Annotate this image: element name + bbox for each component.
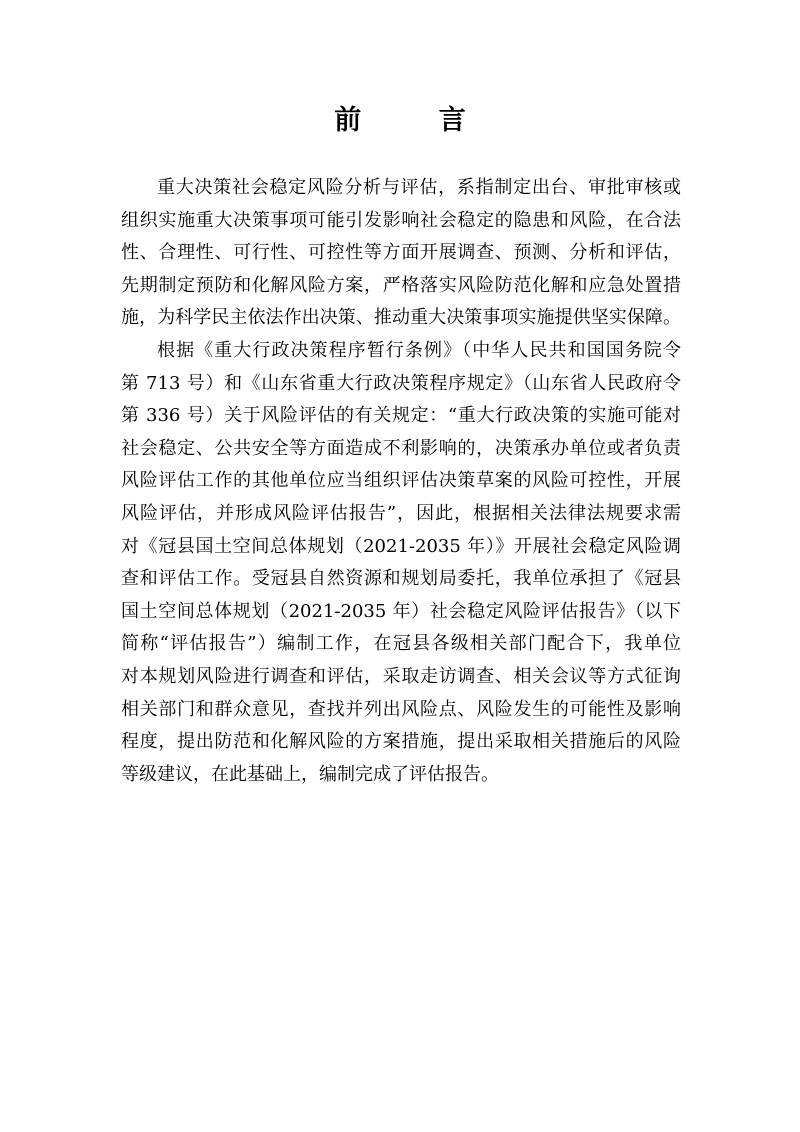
text-line: 组织实施重大决策事项可能引发影响社会稳定的隐患和风险，在合法 — [121, 209, 681, 231]
text-line: 第 713 号）和《山东省重大行政决策程序规定》（山东省人民政府令 — [121, 372, 681, 394]
text-line: 风险评估，并形成风险评估报告”，因此，根据相关法律法规要求需 — [121, 502, 681, 524]
text-line: 简称“评估报告”）编制工作，在冠县各级相关部门配合下，我单位 — [121, 633, 681, 655]
text-line: 风险评估工作的其他单位应当组织评估决策草案的风险可控性，开展 — [121, 470, 681, 492]
text-line: 根据《重大行政决策程序暂行条例》（中华人民共和国国务院令 — [157, 339, 681, 361]
text-line: 对本规划风险进行调查和评估，采取走访调查、相关会议等方式征询 — [121, 665, 681, 687]
page-title: 前 言 — [334, 105, 500, 136]
text-line: 社会稳定、公共安全等方面造成不利影响的，决策承办单位或者负责 — [121, 437, 681, 459]
text-line: 先期制定预防和化解风险方案，严格落实风险防范化解和应急处置措 — [121, 274, 681, 296]
text-line: 施，为科学民主依法作出决策、推动重大决策事项实施提供坚实保障。 — [121, 307, 681, 329]
text-line: 国土空间总体规划（2021-2035 年）社会稳定风险评估报告》（以下 — [121, 600, 681, 622]
preface-body — [121, 178, 681, 797]
text-line: 查和评估工作。受冠县自然资源和规划局委托，我单位承担了《冠县 — [121, 568, 681, 590]
text-line: 相关部门和群众意见，查找并列出风险点、风险发生的可能性及影响 — [121, 698, 681, 720]
text-line: 性、合理性、可行性、可控性等方面开展调查、预测、分析和评估， — [121, 242, 681, 264]
text-line: 重大决策社会稳定风险分析与评估，系指制定出台、审批审核或 — [157, 177, 681, 198]
text-line: 等级建议，在此基础上，编制完成了评估报告。 — [121, 763, 499, 785]
text-line: 程度，提出防范和化解风险的方案措施，提出采取相关措施后的风险 — [121, 731, 681, 753]
text-line: 第 336 号）关于风险评估的有关规定：“重大行政决策的实施可能对 — [121, 405, 681, 427]
text-line: 对《冠县国土空间总体规划（2021-2035 年）》开展社会稳定风险调 — [121, 535, 681, 557]
